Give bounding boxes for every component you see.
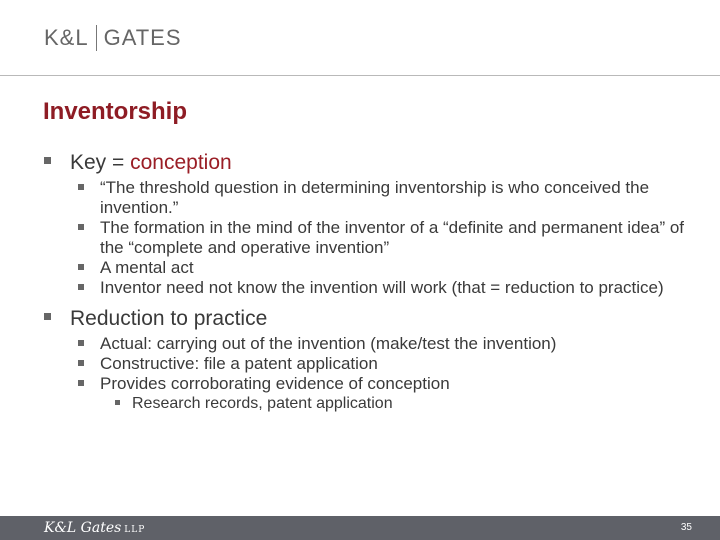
bullet-key-conception: [44, 150, 694, 175]
square-bullet-icon: [78, 264, 84, 270]
slide-title: Inventorship: [43, 98, 188, 125]
footer-logo: [44, 520, 145, 536]
sub-bullet-text: Inventor need not know the invention will work (that = reduction to practice): [100, 278, 664, 297]
square-bullet-icon: [44, 313, 51, 320]
footer-llp: LLP: [124, 525, 146, 535]
logo-gates-text: GATES: [103, 25, 182, 50]
sub-bullet: [44, 334, 694, 354]
sub-bullet-text: A mental act: [100, 258, 194, 277]
logo-divider: [96, 25, 97, 51]
square-bullet-icon: [115, 400, 120, 405]
bullet-text: Reduction to practice: [70, 307, 268, 330]
bullet-reduction-to-practice: [44, 306, 694, 331]
slide-header: [0, 0, 720, 75]
bullet-prefix: Key =: [70, 151, 131, 174]
sub-sub-bullet-text: Research records, patent application: [132, 395, 393, 412]
slide-footer: [0, 516, 720, 540]
square-bullet-icon: [78, 380, 84, 386]
square-bullet-icon: [78, 360, 84, 366]
sub-bullet-text: Constructive: file a patent application: [100, 354, 378, 373]
sub-bullet: [44, 278, 694, 298]
sub-bullet-text: Actual: carrying out of the invention (make/test the invention): [100, 334, 557, 353]
square-bullet-icon: [78, 184, 84, 190]
logo-kl-text: K&L: [44, 25, 89, 50]
square-bullet-icon: [78, 340, 84, 346]
page-number: 35: [680, 522, 692, 533]
slide-content: [44, 150, 694, 414]
sub-bullet-text: The formation in the mind of the inventor of a “definite and permanent idea” of the “complete and operative invention”: [100, 218, 685, 257]
sub-bullet-text: “The threshold question in determining inventorship is who conceived the invention.”: [100, 178, 650, 217]
sub-bullet: [44, 354, 694, 374]
sub-bullet: [44, 178, 694, 218]
header-rule: [0, 75, 720, 76]
square-bullet-icon: [78, 224, 84, 230]
square-bullet-icon: [78, 284, 84, 290]
sub-bullet-text: Provides corroborating evidence of conception: [100, 374, 450, 393]
sub-bullet: [44, 374, 694, 394]
sub-bullet: [44, 258, 694, 278]
kl-gates-logo: [44, 25, 182, 51]
sub-sub-bullet: [44, 394, 694, 414]
footer-logo-text: K&L Gates: [44, 520, 122, 536]
square-bullet-icon: [44, 157, 51, 164]
bullet-accent: conception: [130, 151, 232, 174]
sub-bullet: [44, 218, 694, 258]
